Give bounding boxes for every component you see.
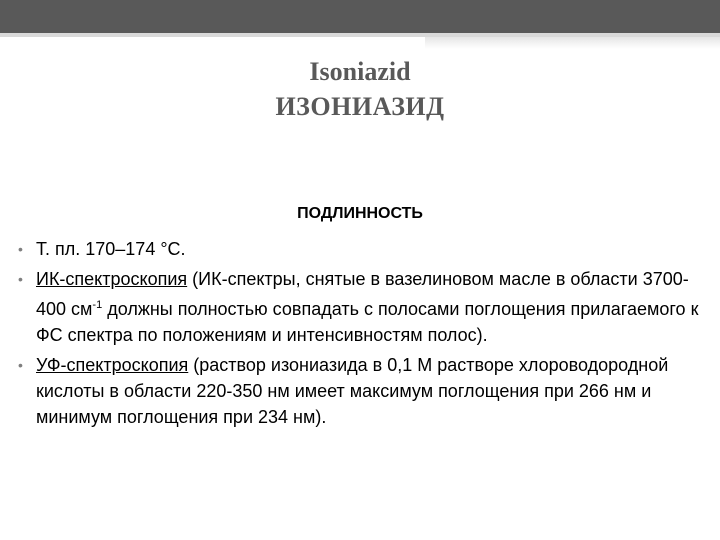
bullet-text: (раствор изониазида в 0,1 М растворе хлороводородной кислоты в области 220-350 нм имеет максимум поглощения при 266 нм и минимум поглощения при 234 нм). bbox=[36, 355, 669, 427]
uv-spectroscopy-link[interactable]: УФ-спектроскопия bbox=[36, 355, 189, 375]
title-russian: ИЗОНИАЗИД bbox=[275, 92, 445, 121]
section-heading: ПОДЛИННОСТЬ bbox=[297, 205, 423, 222]
bullet-melting-point bbox=[18, 236, 708, 262]
bullet-text: Т. пл. 170–174 °С. bbox=[36, 239, 186, 259]
bullet-ir-spectroscopy bbox=[18, 266, 708, 348]
bullet-list bbox=[18, 236, 708, 434]
bullet-icon: • bbox=[18, 271, 23, 287]
top-decor-line bbox=[425, 37, 720, 49]
title-latin: Isoniazid bbox=[309, 57, 411, 86]
top-bar bbox=[0, 0, 720, 33]
slide-title bbox=[0, 55, 720, 125]
bullet-text-continued: должны полностью совпадать с полосами поглощения прилагаемого к ФС спектра по положениям и интенсивностям полос). bbox=[36, 299, 699, 345]
bullet-icon: • bbox=[18, 357, 23, 373]
bullet-text: (ИК-спектры, снятые в вазелиновом масле в области 3700-400 см bbox=[36, 269, 689, 319]
ir-spectroscopy-link[interactable]: ИК-спектроскопия bbox=[36, 269, 188, 289]
bullet-icon: • bbox=[18, 241, 23, 257]
superscript: -1 bbox=[92, 299, 103, 311]
bullet-uv-spectroscopy bbox=[18, 352, 708, 430]
